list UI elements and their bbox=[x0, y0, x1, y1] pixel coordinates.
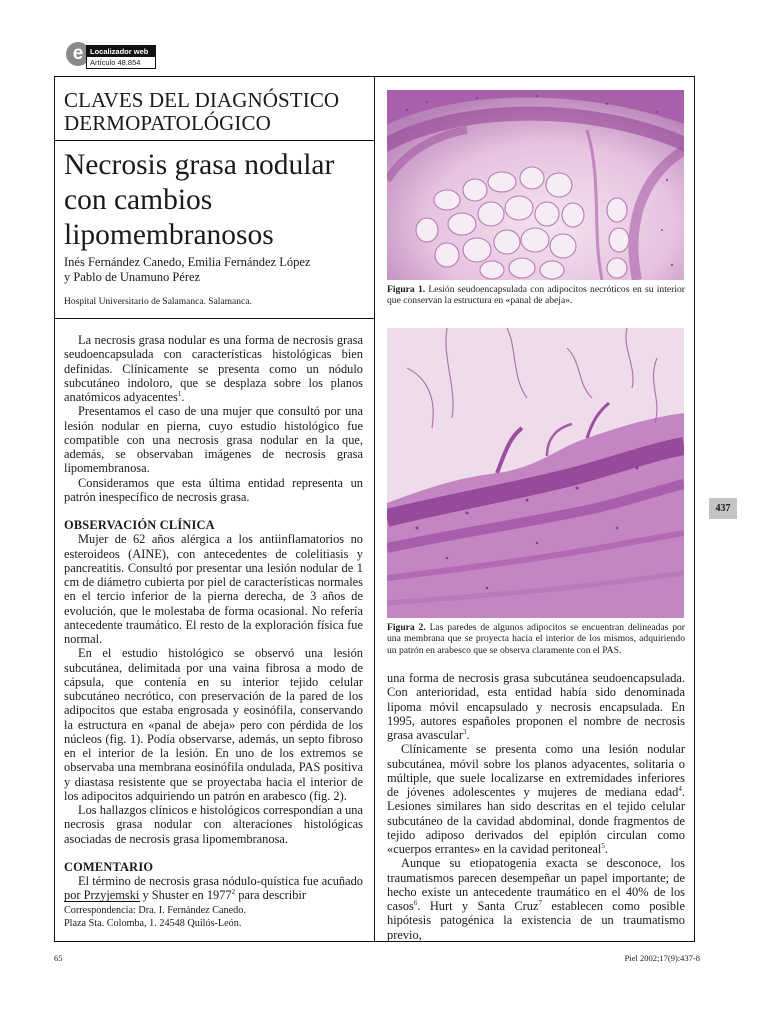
web-locator-badge bbox=[66, 42, 156, 72]
figure-1-image bbox=[387, 90, 684, 280]
divider-under-section-title bbox=[54, 140, 375, 141]
correspondence-line-1: Correspondencia: Dra. I. Fernández Canedo. bbox=[64, 905, 246, 916]
authors-line-1: Inés Fernández Canedo, Emilia Fernández López bbox=[64, 255, 311, 269]
figure-2-caption bbox=[387, 622, 685, 656]
figure-2-image bbox=[387, 328, 684, 618]
correspondence-rule bbox=[64, 901, 140, 902]
heading-comment: COMENTARIO bbox=[64, 859, 154, 874]
web-locator-label bbox=[86, 45, 156, 69]
affiliation: Hospital Universitario de Salamanca. Salamanca. bbox=[64, 297, 252, 307]
footer-page-number: 65 bbox=[54, 953, 63, 963]
left-column-text bbox=[64, 333, 363, 903]
comment-paragraph-1: El término de necrosis grasa nódulo-quística fue acuñado por Przyjemski y Shuster en 1977$^2$ para describir bbox=[64, 874, 363, 903]
comment-paragraph-3: Aunque su etiopatogenia exacta se desconoce, los traumatismos parecen desempeñar un papel importante; de hecho existe un antecedente traumático en el 40% de los casos$^6$. Hurt y Santa Cruz$^7$ establecen como posible hipótesis patogénica la existencia de un traumatismo previo, bbox=[387, 856, 685, 942]
correspondence-line-2: Plaza Sta. Colomba, 1. 24548 Quilós-León. bbox=[64, 917, 242, 929]
comment-paragraph-2: Clínicamente se presenta como una lesión nodular subcutánea, móvil sobre los planos adyacentes, solitaria o múltiple, que suele localizarse en extremidades inferiores de jóvenes adolescentes y mujeres de mediana edad$^4$. Lesiones similares han sido descritas en el tejido celular subcutáneo de la cavidad abdominal, donde fragmentos de tejido adiposo derivados del epiplón circulan como «cuerpos errantes» en la cavidad peritoneal$^5$. bbox=[387, 742, 685, 856]
intro-paragraph-3: Consideramos que esta última entidad representa un patrón inespecífico de necrosis grasa. bbox=[64, 475, 363, 504]
section-title: CLAVES DEL DIAGNÓSTICO DERMOPATOLÓGICO bbox=[64, 88, 340, 135]
authors bbox=[64, 255, 364, 285]
divider-under-header bbox=[54, 318, 375, 319]
figure-1-caption bbox=[387, 284, 685, 307]
article-title: Necrosis grasa nodular con cambios lipomembranosos bbox=[64, 149, 335, 251]
e-logo-icon: e bbox=[66, 42, 90, 66]
page-number-tab: 437 bbox=[709, 498, 737, 519]
clinical-paragraph-3: Los hallazgos clínicos e histológicos correspondían a una necrosis grasa nodular con alteraciones histológicas asociadas de necrosis grasa lipomembranosa. bbox=[64, 803, 363, 846]
column-divider bbox=[374, 76, 375, 942]
authors-line-2: y Pablo de Unamuno Pérez bbox=[64, 270, 201, 284]
intro-paragraph-1: La necrosis grasa nodular es una forma de necrosis grasa seudoencapsulada con características histológicas bien definidas. Clínicamente se presenta como un nódulo subcutáneo indoloro, que se desplaza sobre los planos anatómicos adyacentes$^1$. bbox=[64, 333, 363, 404]
figure-2-label: Figura 2. bbox=[387, 622, 426, 633]
figure-1-label: Figura 1. bbox=[387, 284, 426, 295]
histology-photo-2 bbox=[387, 328, 684, 618]
right-column-text bbox=[387, 671, 685, 942]
comment-paragraph-1-continued: una forma de necrosis grasa subcutánea seudoencapsulada. Con anterioridad, esta entidad había sido denominada lipoma móvil encapsulado y necrosis encapsulada. En 1995, autores españoles proponen el nombre de necrosis grasa avascular$^3$. bbox=[387, 671, 685, 742]
clinical-paragraph-2: En el estudio histológico se observó una lesión subcutánea, delimitada por una vaina fibrosa a modo de cápsula, que contenía en su interior tejido celular subcutáneo necrótico, con preservación de la pared de los adipocitos que estaba engrosada y eosinófila, conservando la estructura en «panal de abeja» pero con pérdida de los núcleos (fig. 1). Podía observarse, además, un septo fibroso en el interior de la lesión. En uno de los extremos se observaba una membrana eosinófila ondulada, PAS positiva y diastasa resistente que se proyectaba hacia el interior de los adipocitos adquiriendo un patrón en arabesco (fig. 2). bbox=[64, 646, 363, 803]
clinical-paragraph-1: Mujer de 62 años alérgica a los antiinflamatorios no esteroideos (AINE), con antecedentes de colelitiasis y pancreatitis. Consultó por presentar una lesión nodular de 1 cm de diámetro cubierta por piel de características normales en el tercio inferior de la pierna derecha, de 3 años de evolución, que le molestaba de forma ocasional. No refería antecedente traumático. El resto de la exploración física fue normal. bbox=[64, 532, 363, 646]
correspondence bbox=[64, 905, 364, 930]
histology-photo-1 bbox=[387, 90, 684, 280]
figure-1-caption-text: Lesión seudoencapsulada con adipocitos necróticos en su interior que conservan la estructura en «panal de abeja». bbox=[387, 284, 685, 307]
figure-2-caption-text: Las paredes de algunos adipocitos se encuentran delineadas por una membrana que se proyecta hacia el interior de los mismos, adquiriendo un patrón en arabesco que se observa claramente con el PAS. bbox=[387, 622, 685, 656]
article-number: Artículo 48.854 bbox=[90, 58, 141, 67]
footer-citation: Piel 2002;17(9):437-8 bbox=[624, 953, 700, 963]
intro-paragraph-2: Presentamos el caso de una mujer que consultó por una lesión nodular en pierna, cuyo estudio histológico fue compatible con una necrosis grasa nodular en la que, además, se observaban imágenes de necrosis grasa lipomembranosa. bbox=[64, 404, 363, 476]
heading-clinical-observation: OBSERVACIÓN CLÍNICA bbox=[64, 518, 215, 532]
web-locator-title: Localizador web bbox=[87, 46, 155, 57]
